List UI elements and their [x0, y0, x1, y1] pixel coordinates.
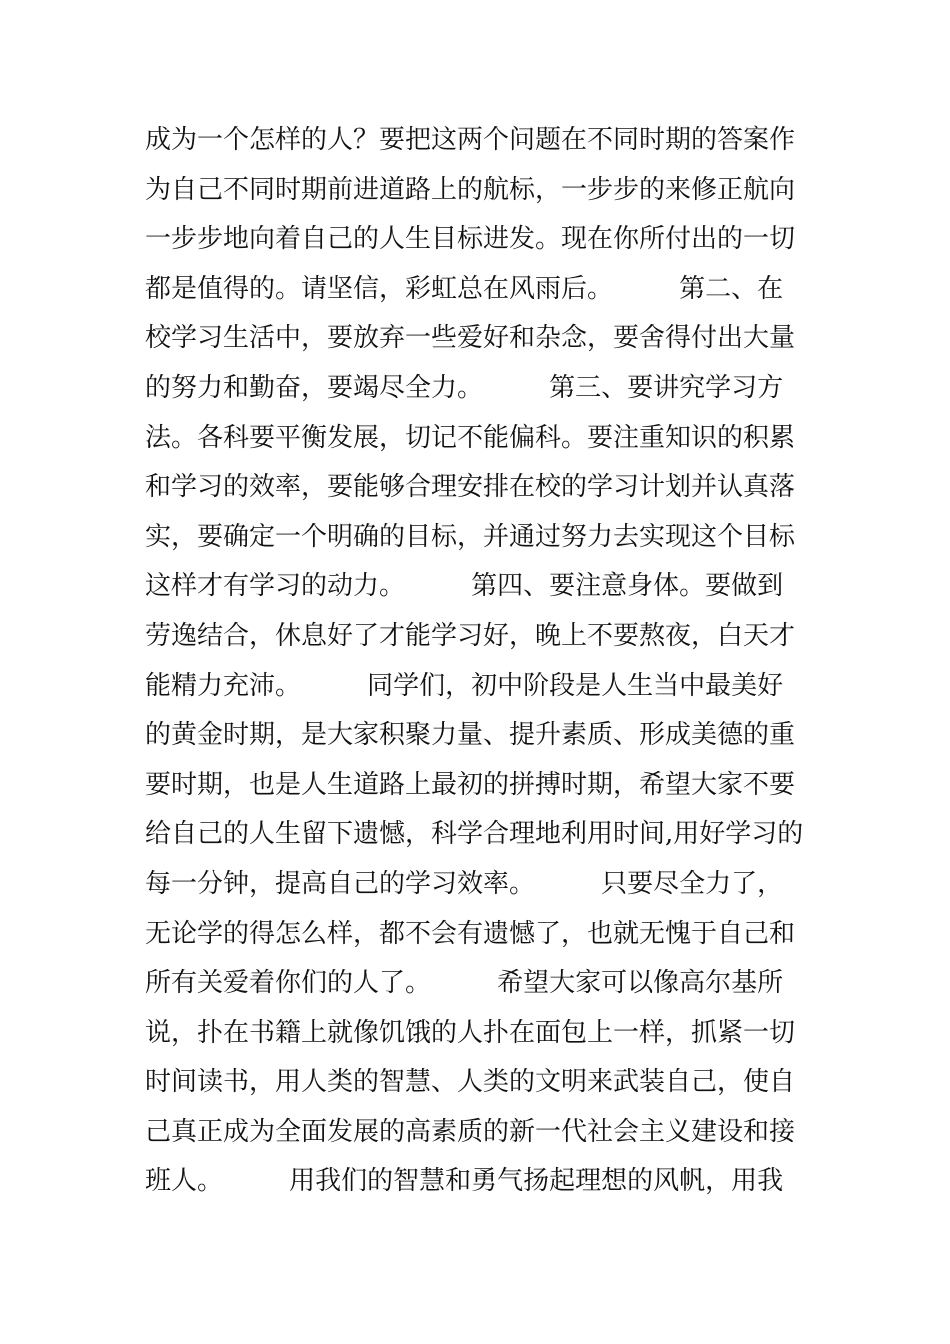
text-line: 给自己的人生留下遗憾，科学合理地利用时间,用好学习的 [145, 819, 804, 850]
text-line: 所有关爱着你们的人了。 希望大家可以像高尔基所 [145, 968, 784, 999]
text-line: 能精力充沛。 同学们，初中阶段是人生当中最美好 [145, 670, 784, 701]
text-line: 要时期，也是人生道路上最初的拼搏时期，希望大家不要 [145, 769, 796, 800]
text-line: 一步步地向着自己的人生目标进发。现在你所付出的一切 [145, 224, 796, 255]
text-line: 成为一个怎样的人？要把这两个问题在不同时期的答案作 [145, 125, 796, 155]
text-line: 都是值得的。请坚信，彩虹总在风雨后。 第二、在 [145, 273, 784, 304]
text-line: 法。各科要平衡发展，切记不能偏科。要注重知识的积累 [145, 422, 796, 453]
text-line: 为自己不同时期前进道路上的航标，一步步的来修正航向 [145, 174, 796, 205]
body-text [145, 116, 815, 1207]
text-line: 班人。 用我们的智慧和勇气扬起理想的风帆，用我 [145, 1166, 784, 1197]
text-line: 的努力和勤奋，要竭尽全力。 第三、要讲究学习方 [145, 372, 784, 403]
text-line: 己真正成为全面发展的高素质的新一代社会主义建设和接 [145, 1116, 796, 1147]
text-line: 每一分钟，提高自己的学习效率。 只要尽全力了， [145, 868, 784, 899]
text-line: 和学习的效率，要能够合理安排在校的学习计划并认真落 [145, 472, 796, 503]
text-line: 说，扑在书籍上就像饥饿的人扑在面包上一样，抓紧一切 [145, 1017, 796, 1048]
text-line: 无论学的得怎么样，都不会有遗憾了，也就无愧于自己和 [145, 918, 796, 949]
text-line: 这样才有学习的动力。 第四、要注意身体。要做到 [145, 571, 784, 602]
text-line: 实，要确定一个明确的目标，并通过努力去实现这个目标 [145, 521, 796, 552]
text-line: 劳逸结合，休息好了才能学习好，晚上不要熬夜，白天才 [145, 620, 796, 651]
text-line: 的黄金时期，是大家积聚力量、提升素质、形成美德的重 [145, 720, 796, 751]
text-line: 时间读书，用人类的智慧、人类的文明来武装自己，使自 [145, 1067, 796, 1098]
text-line: 校学习生活中，要放弃一些爱好和杂念，要舍得付出大量 [145, 323, 796, 354]
